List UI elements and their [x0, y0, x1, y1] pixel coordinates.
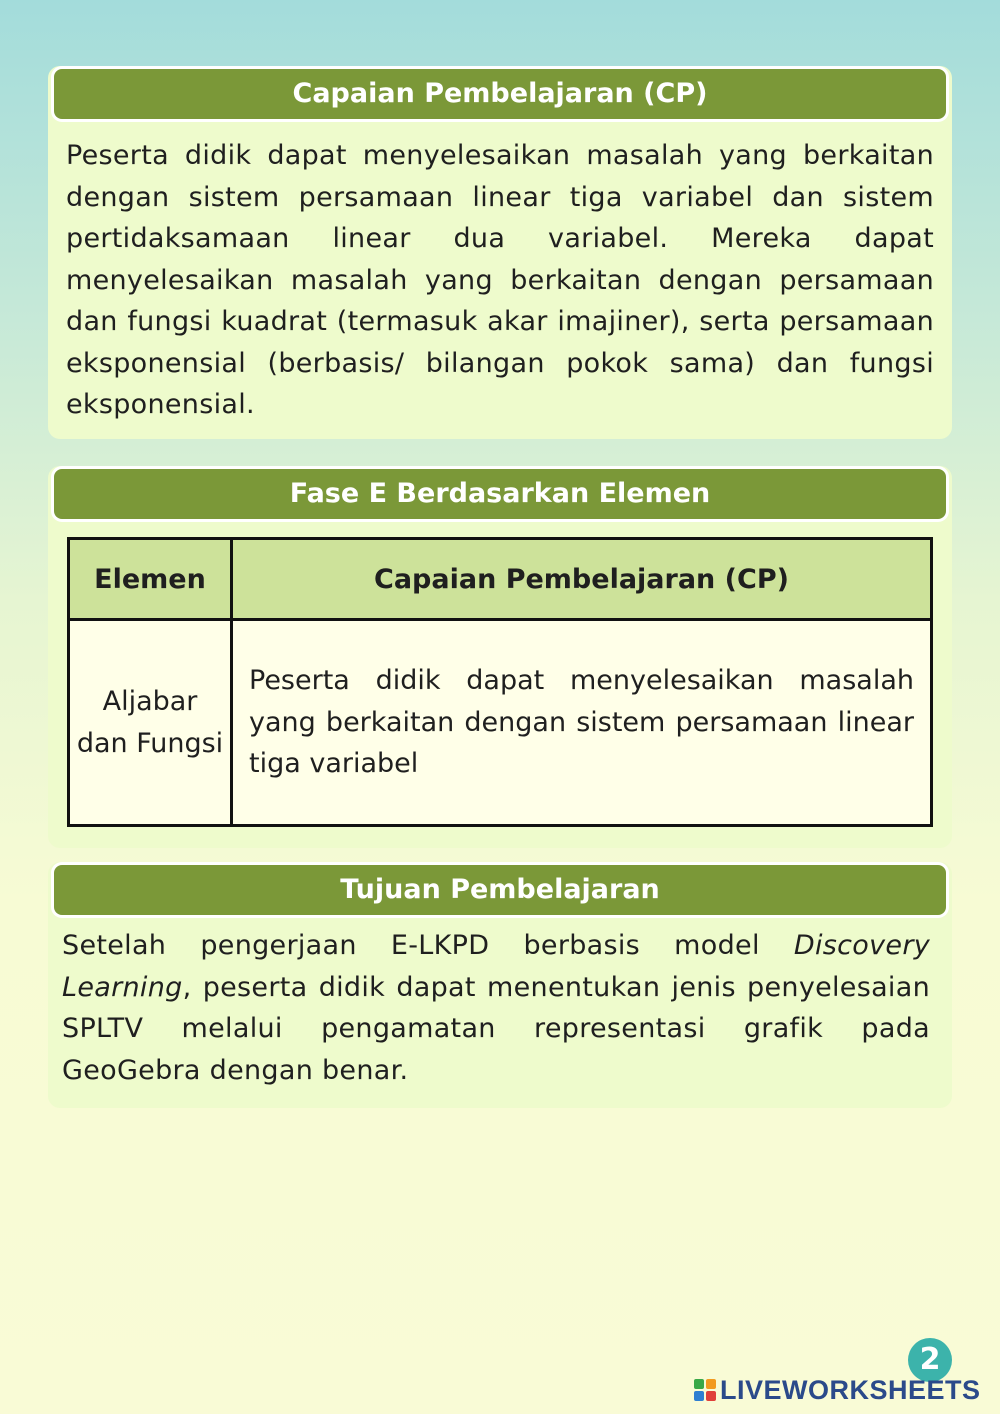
table-header-row: [69, 539, 932, 620]
tujuan-pembelajaran-title: Tujuan Pembelajaran: [54, 865, 946, 915]
logo-square-green: [694, 1379, 704, 1389]
table-row: [69, 620, 932, 826]
capaian-pembelajaran-card: [48, 66, 952, 439]
page-number-badge: 2: [908, 1338, 952, 1382]
logo-square-blue: [694, 1391, 704, 1401]
fase-e-card: [48, 466, 952, 848]
cp-cell: Peserta didik dapat menyelesaikan masalah yang berkaitan dengan sistem persamaan linear tiga variabel: [232, 620, 932, 826]
liveworksheets-logo-icon: [694, 1379, 716, 1401]
tujuan-text-before: Setelah pengerjaan E-LKPD berbasis model: [62, 930, 794, 961]
tujuan-text-after: , peserta didik dapat menentukan jenis penyelesaian SPLTV melalui pengamatan representasi grafik pada GeoGebra dengan benar.: [62, 971, 930, 1086]
capaian-pembelajaran-title: Capaian Pembelajaran (CP): [54, 69, 946, 119]
elemen-column-header: Elemen: [69, 539, 232, 620]
tujuan-text-italic: Discovery Learning: [62, 930, 930, 1003]
elemen-table: [67, 537, 933, 827]
elemen-cell: Aljabar dan Fungsi: [69, 620, 232, 826]
tujuan-pembelajaran-card: [48, 862, 952, 1108]
liveworksheets-logo[interactable]: [694, 1374, 981, 1406]
tujuan-pembelajaran-text: [48, 915, 952, 1091]
fase-e-title: Fase E Berdasarkan Elemen: [54, 469, 946, 519]
liveworksheets-brand-text: LIVEWORKSHEETS: [720, 1374, 981, 1405]
cp-column-header: Capaian Pembelajaran (CP): [232, 539, 932, 620]
capaian-pembelajaran-text: Peserta didik dapat menyelesaikan masalah yang berkaitan dengan sistem persamaan linear tiga variabel dan sistem pertidaksamaan linear dua variabel. Mereka dapat menyelesaikan masalah yang berkaitan dengan persamaan dan fungsi kuadrat (termasuk akar imajiner), serta persamaan eksponensial (berbasis/ bilangan pokok sama) dan fungsi eksponensial.: [66, 140, 934, 420]
logo-square-red: [706, 1391, 716, 1401]
logo-square-orange: [706, 1379, 716, 1389]
